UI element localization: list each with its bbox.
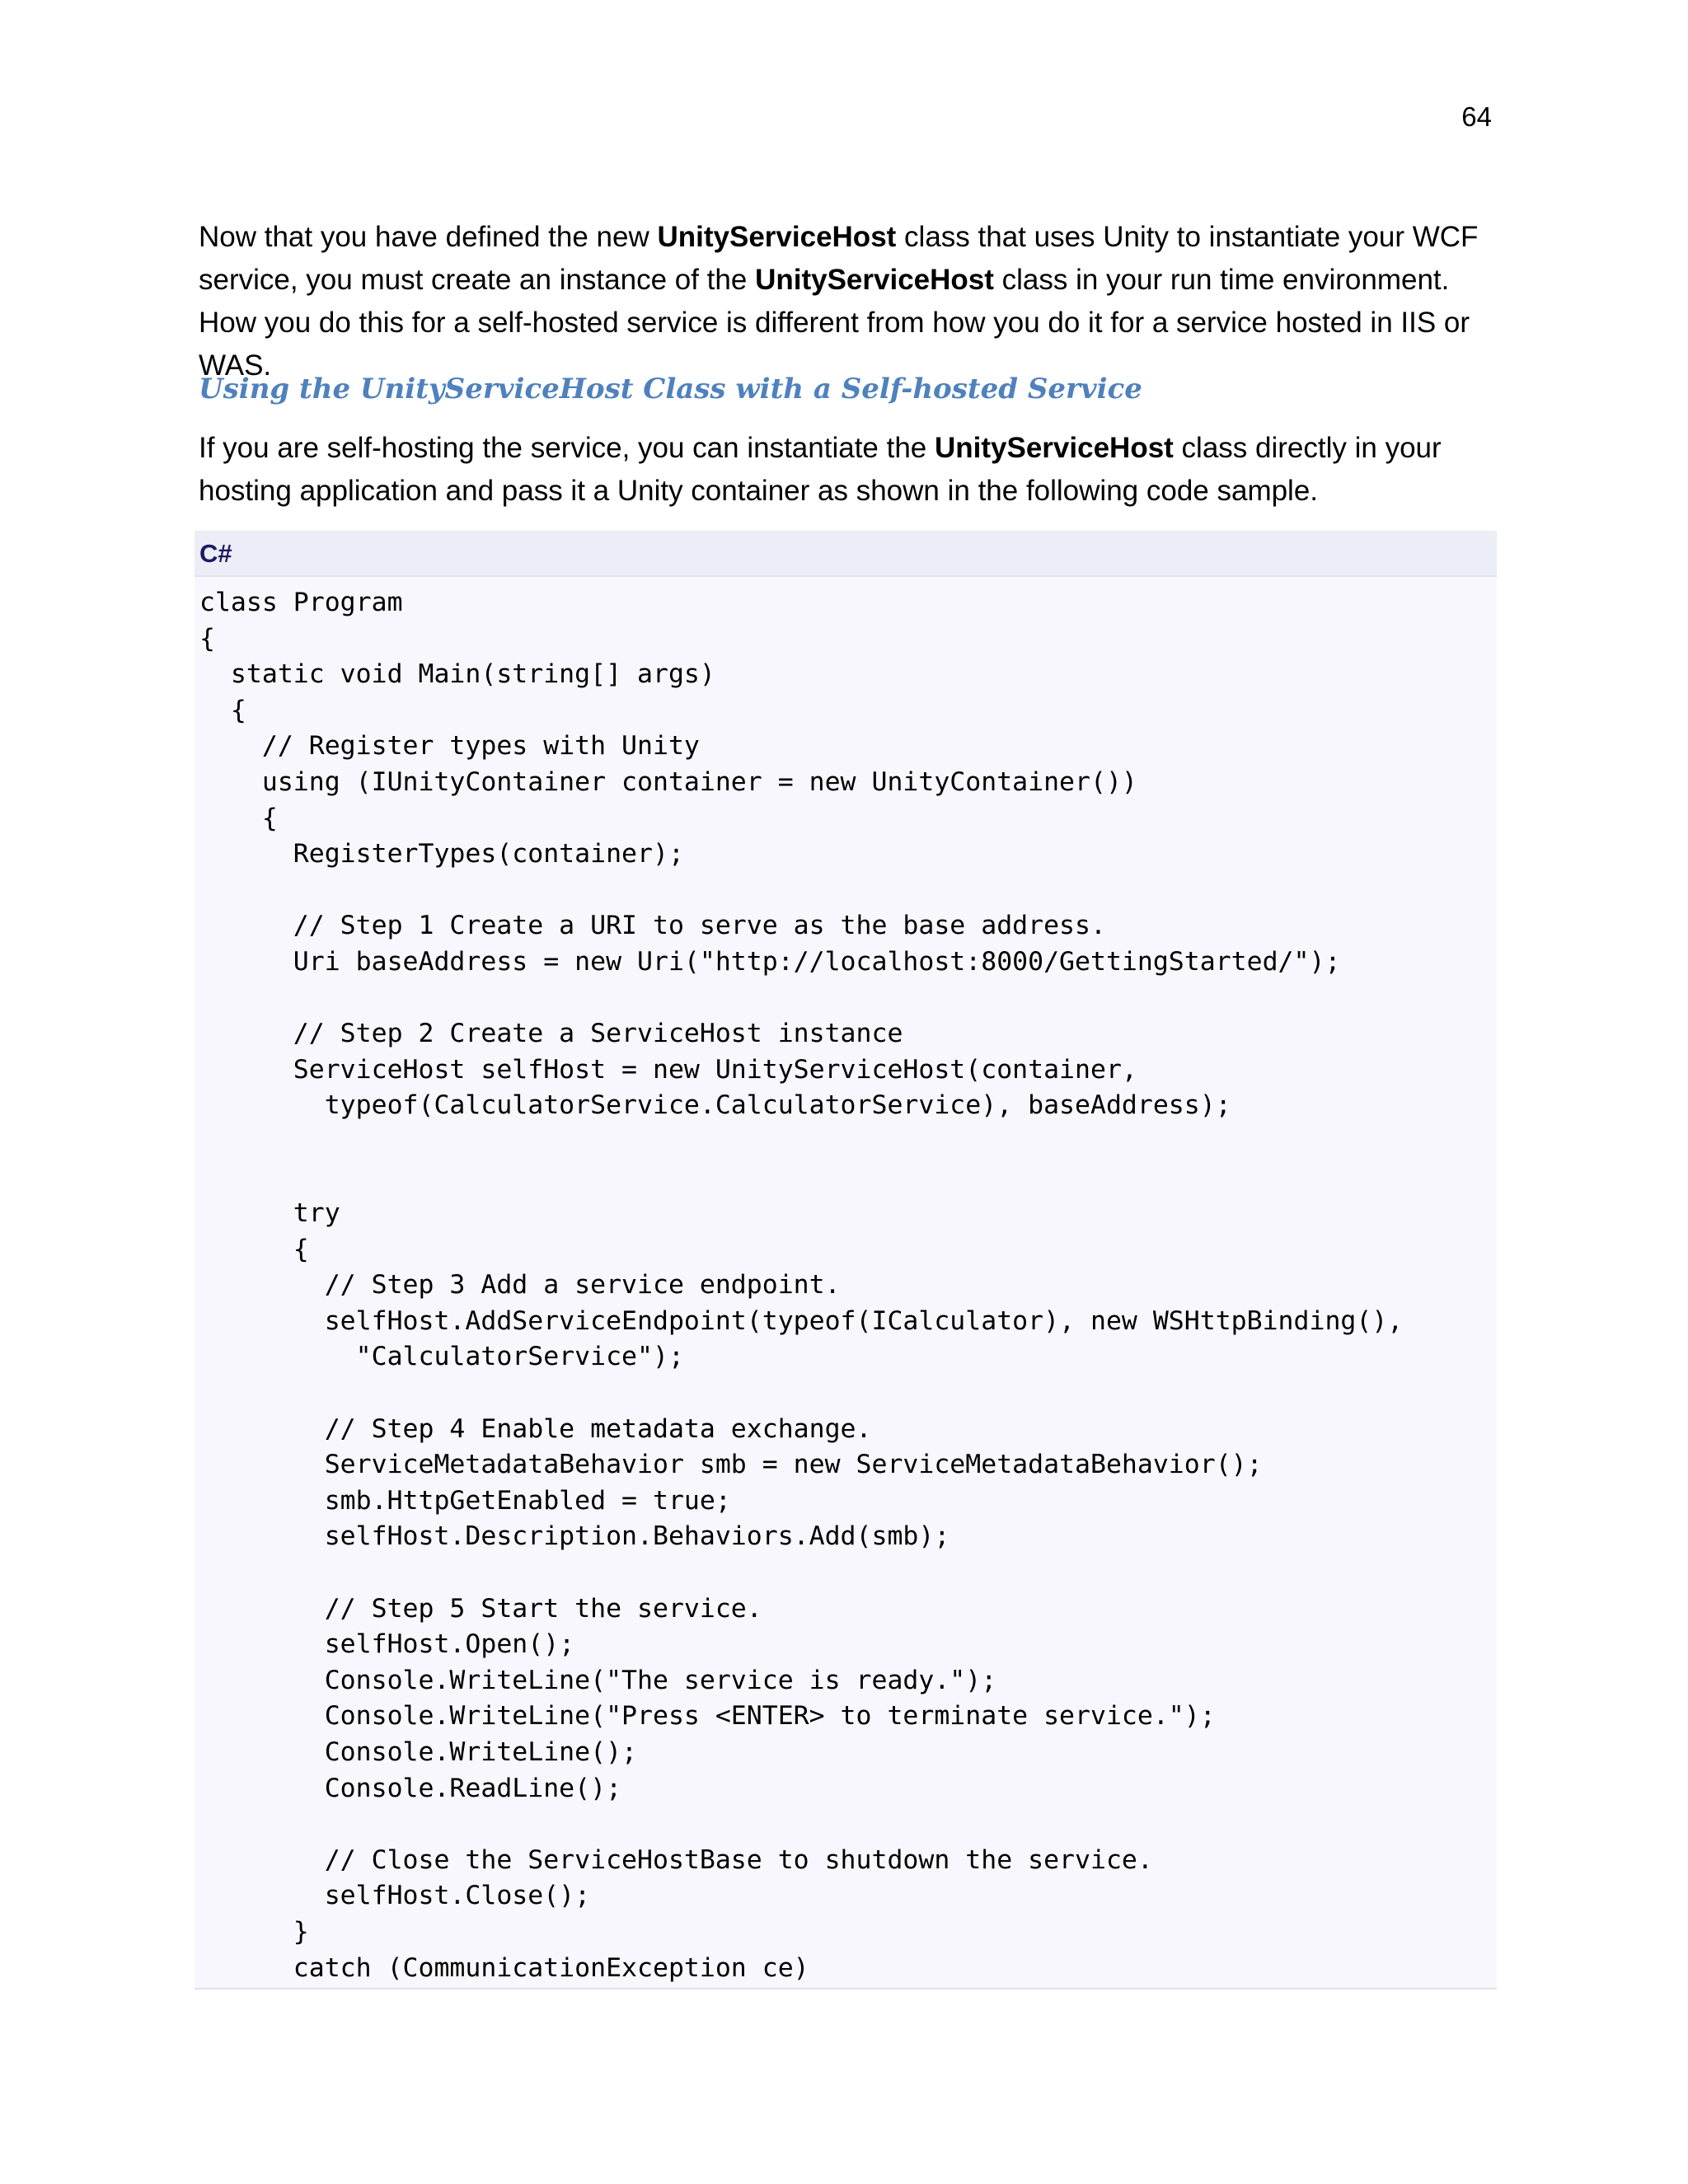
code-line: smb.HttpGetEnabled = true; bbox=[199, 1485, 731, 1516]
code-line: Uri baseAddress = new Uri("http://localhost:8000/GettingStarted/"); bbox=[199, 946, 1341, 977]
code-body bbox=[195, 577, 1497, 1986]
code-line bbox=[199, 1376, 1497, 1412]
code-line: // Step 4 Enable metadata exchange. bbox=[199, 1413, 872, 1444]
code-line: class Program bbox=[199, 588, 403, 617]
code-line: selfHost.Close(); bbox=[199, 1881, 591, 1911]
code-line bbox=[199, 1124, 1497, 1160]
code-line: static void Main(string[] args) bbox=[199, 659, 715, 690]
code-line: { bbox=[199, 623, 215, 654]
intro-text-3: class in your run time environment. How you do this for a self-hosted service is different from how you do it for a service hosted in IIS or WAS. bbox=[199, 264, 1470, 382]
code-line: ServiceMetadataBehavior smb = new ServiceMetadataBehavior(); bbox=[199, 1450, 1263, 1480]
code-line bbox=[199, 981, 1497, 1017]
code-line bbox=[199, 1807, 1497, 1843]
code-line: ServiceHost selfHost = new UnityServiceHost(container, bbox=[199, 1054, 1137, 1085]
intro-text-1: Now that you have defined the new bbox=[199, 221, 658, 253]
intro-class-name-1: UnityServiceHost bbox=[657, 221, 897, 253]
intro-class-name-2: UnityServiceHost bbox=[755, 264, 994, 296]
code-line bbox=[199, 1160, 1497, 1197]
code-line: selfHost.Description.Behaviors.Add(smb); bbox=[199, 1521, 950, 1552]
code-line: Console.WriteLine("The service is ready."); bbox=[199, 1665, 997, 1695]
code-line: selfHost.AddServiceEndpoint(typeof(ICalculator), new WSHttpBinding(), bbox=[199, 1305, 1404, 1336]
code-line: selfHost.Open(); bbox=[199, 1629, 575, 1660]
code-line: // Register types with Unity bbox=[199, 731, 700, 762]
page-number: 64 bbox=[1461, 101, 1492, 132]
code-line: RegisterTypes(container); bbox=[199, 839, 684, 869]
code-line: Console.WriteLine(); bbox=[199, 1737, 638, 1767]
intro-paragraph bbox=[199, 216, 1501, 387]
code-line: typeof(CalculatorService.CalculatorService), baseAddress); bbox=[199, 1090, 1231, 1121]
section-text-1: If you are self-hosting the service, you can instantiate the bbox=[199, 432, 935, 464]
code-line: Console.WriteLine("Press <ENTER> to terminate service."); bbox=[199, 1701, 1216, 1732]
code-line: } bbox=[199, 1916, 309, 1947]
code-line: // Step 3 Add a service endpoint. bbox=[199, 1270, 841, 1301]
code-line: { bbox=[199, 803, 278, 833]
code-line: // Step 2 Create a ServiceHost instance bbox=[199, 1019, 903, 1049]
code-line bbox=[199, 1555, 1497, 1591]
code-line: catch (CommunicationException ce) bbox=[199, 1952, 809, 1983]
section-class-name: UnityServiceHost bbox=[935, 432, 1174, 464]
intro-text-2: class that uses Unity to instantiate your WCF service, you must create an instance of the bbox=[199, 221, 1479, 296]
code-sample bbox=[195, 531, 1497, 1990]
section-text-2: class directly in your hosting application and pass it a Unity container as shown in the following code sample. bbox=[199, 432, 1442, 507]
code-language-label: C# bbox=[199, 539, 232, 568]
code-line: { bbox=[199, 695, 246, 725]
code-line: { bbox=[199, 1234, 309, 1264]
code-line bbox=[199, 873, 1497, 909]
code-line: using (IUnityContainer container = new UnityContainer()) bbox=[199, 766, 1137, 797]
code-line: try bbox=[199, 1198, 340, 1229]
code-line: // Close the ServiceHostBase to shutdown the service. bbox=[199, 1844, 1153, 1875]
code-line: // Step 5 Start the service. bbox=[199, 1593, 762, 1624]
section-heading: Using the UnityServiceHost Class with a Self-hosted Service bbox=[199, 373, 1142, 405]
section-paragraph bbox=[199, 427, 1501, 513]
code-line: "CalculatorService"); bbox=[199, 1342, 684, 1372]
code-line: Console.ReadLine(); bbox=[199, 1773, 622, 1803]
code-header bbox=[195, 531, 1497, 577]
code-line: // Step 1 Create a URI to serve as the base address. bbox=[199, 911, 1106, 941]
